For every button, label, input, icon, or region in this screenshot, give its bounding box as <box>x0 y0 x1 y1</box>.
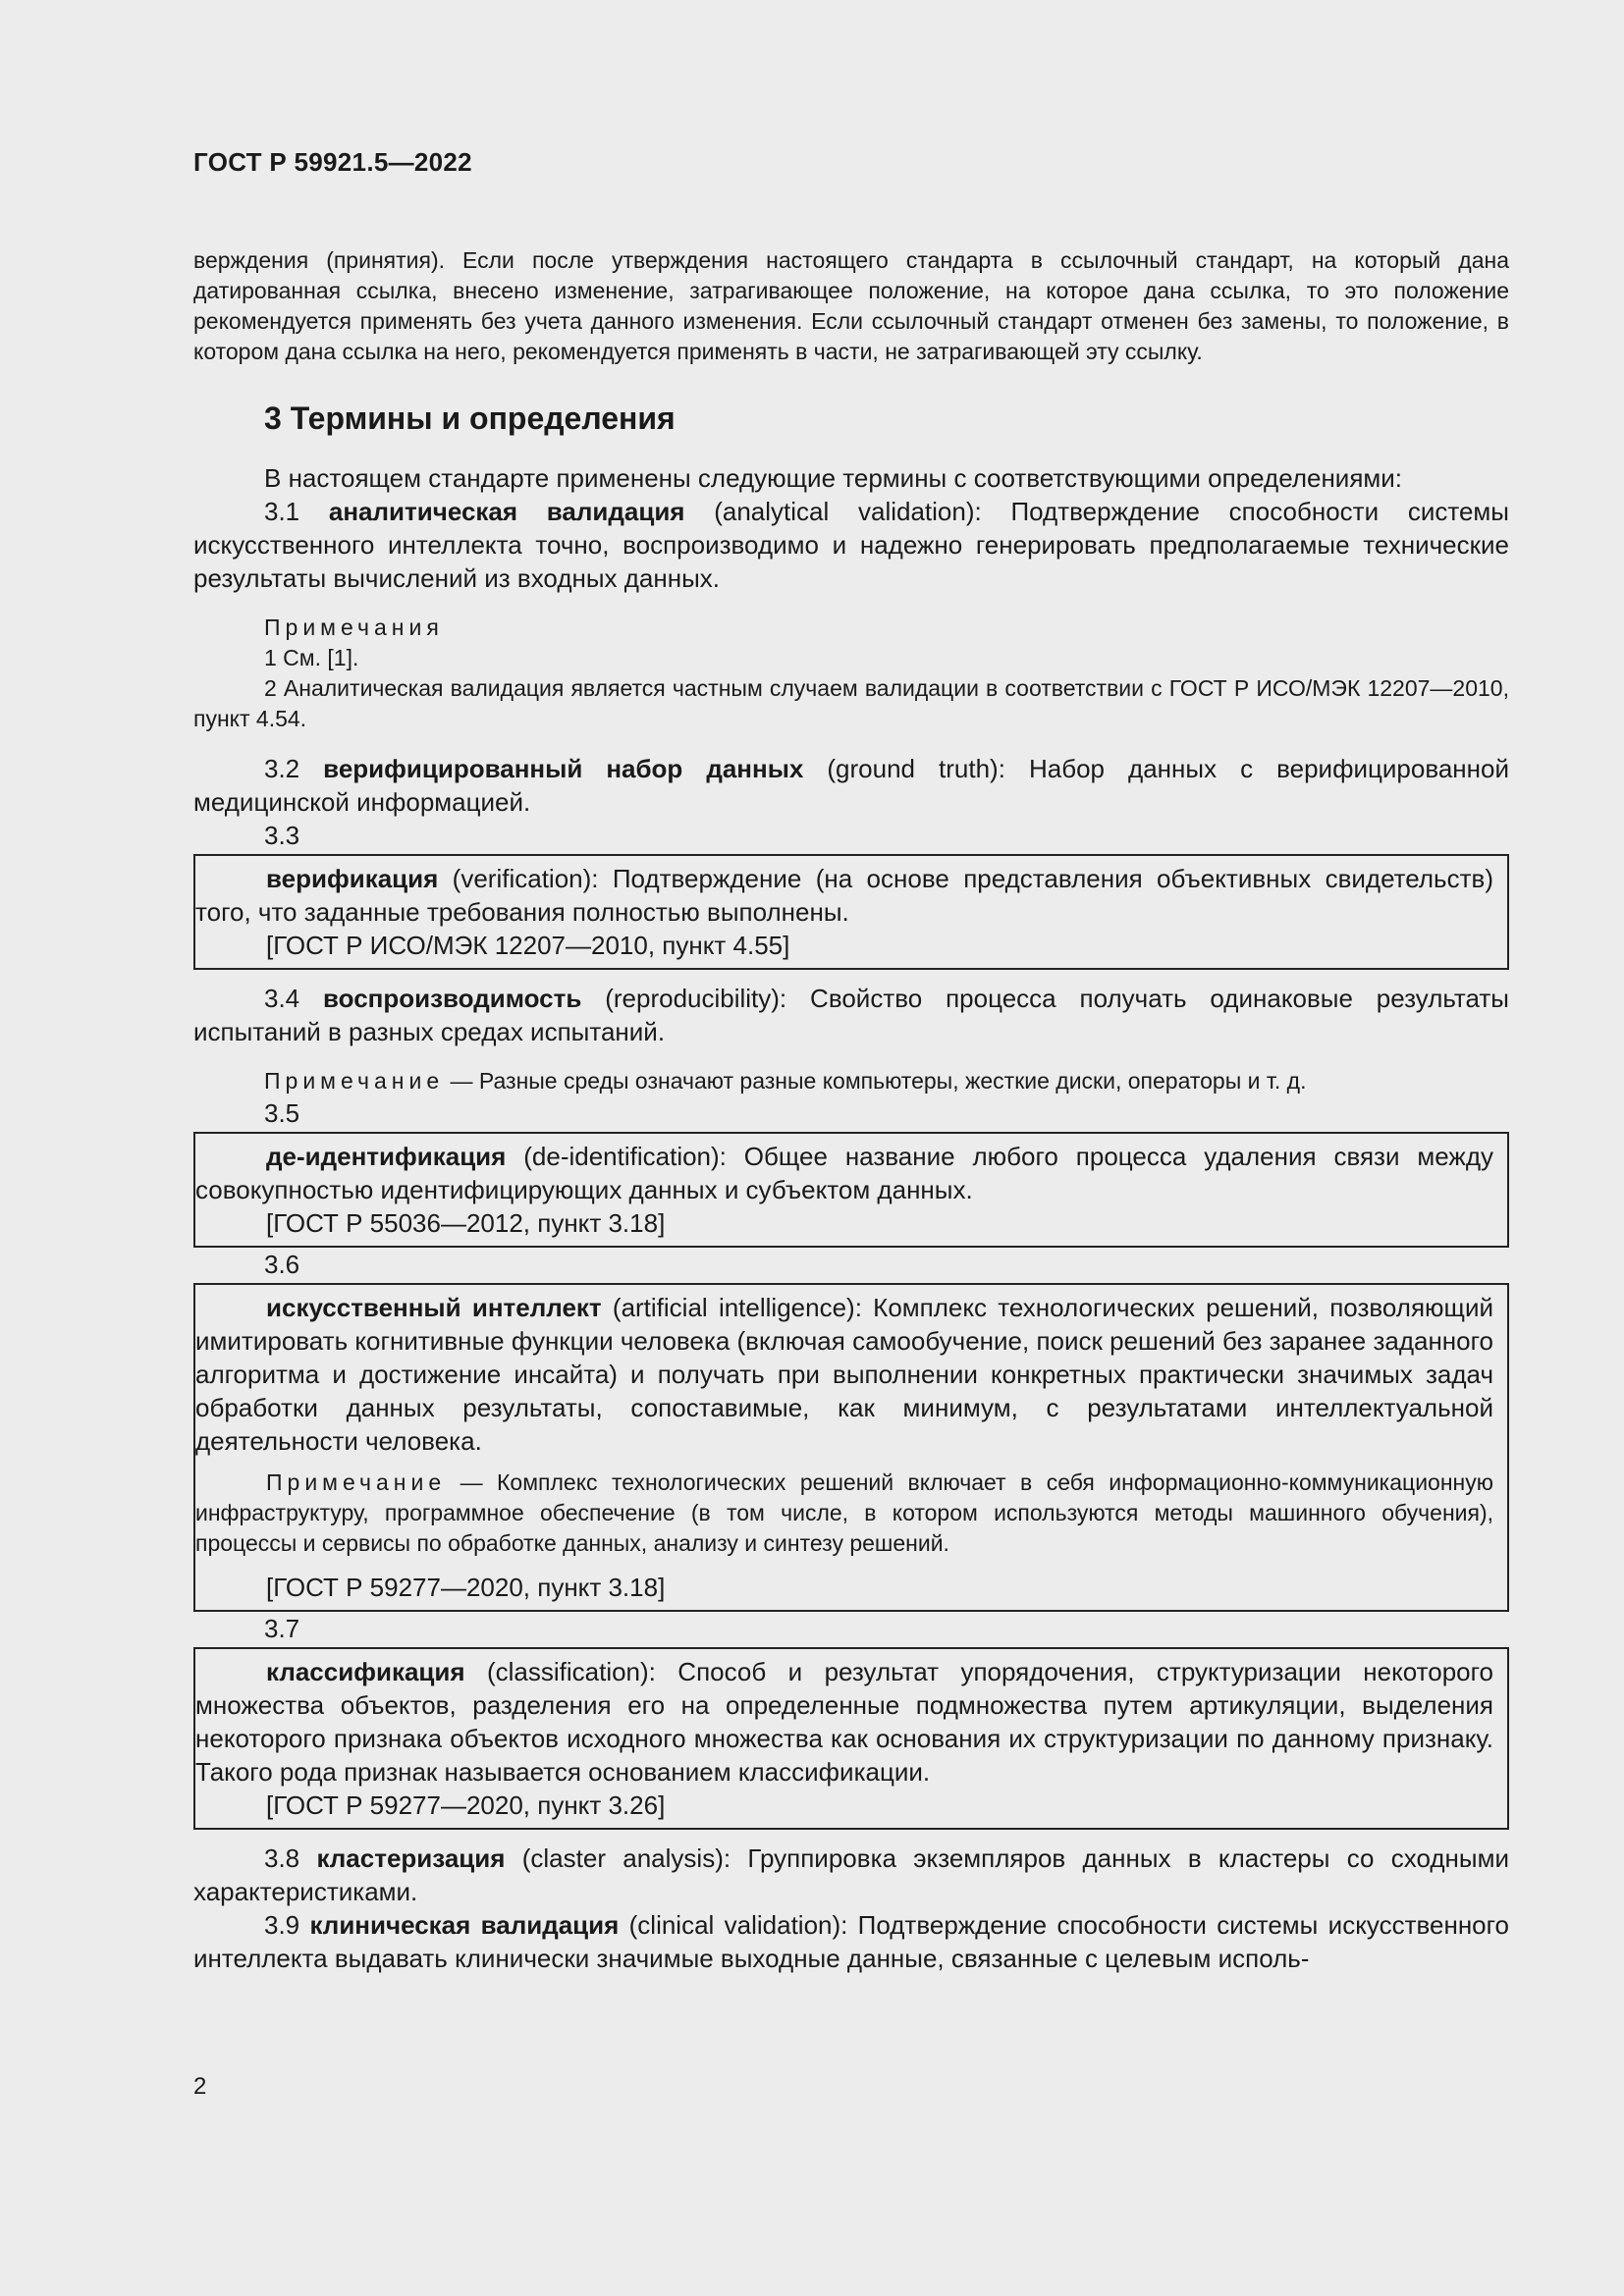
term-3-8 <box>193 1842 1509 1908</box>
term-name: верифицированный набор данных <box>323 754 804 783</box>
term-number: 3.9 <box>264 1910 310 1940</box>
section-lead: В настоящем стандарте применены следующие термины с соответствующими определениями: <box>264 463 1403 493</box>
note-text: — Разные среды означают разные компьютеры, жесткие диски, операторы и т. д. <box>444 1068 1307 1094</box>
page-number: 2 <box>193 2073 207 2100</box>
term-source: [ГОСТ Р 59277—2020, пункт 3.26] <box>266 1790 666 1820</box>
term-name: клиническая валидация <box>309 1910 620 1940</box>
note-2: 2 Аналитическая валидация является частным случаем валидации в соответствии с ГОСТ Р ИСО/МЭК 12207—2010, пункт 4.54. <box>193 675 1509 731</box>
term-box-3-6 <box>193 1283 1509 1612</box>
term-3-4 <box>193 982 1509 1048</box>
term-source: [ГОСТ Р 55036—2012, пункт 3.18] <box>266 1208 666 1238</box>
term-definition: (reproducibility): Свойство процесса получать одинаковые результаты испытаний в разных средах испытаний. <box>193 984 1509 1046</box>
term-3-9 <box>193 1908 1509 1975</box>
term-name: кластеризация <box>316 1843 506 1873</box>
term-3-3 <box>195 862 1493 929</box>
term-source: [ГОСТ Р 59277—2020, пункт 3.18] <box>266 1573 666 1602</box>
term-box-3-3 <box>193 854 1509 970</box>
term-definition: (classification): Способ и результат упорядочения, структуризации некоторого множества объектов, разделения его на определенные подмножества путем артикуляции, выделения некоторого признака объектов исходного множества как основания их структуризации по данному признаку. Такого рода признак называется основанием классификации. <box>195 1657 1493 1787</box>
term-definition: (verification): Подтверждение (на основе представления объективных свидетельств) того, что заданные требования полностью выполнены. <box>195 864 1493 927</box>
term-number-3-3: 3.3 <box>264 821 300 850</box>
term-definition: (ground truth): Набор данных с верифицированной медицинской информацией. <box>193 754 1509 817</box>
term-box-3-7 <box>193 1647 1509 1830</box>
term-definition: (artificial intelligence): Комплекс технологических решений, позволяющий имитировать когнитивные функции человека (включая самообучение, поиск решений без заранее заданного алгоритма и достижение инсайта) и получать при выполнении конкретных практически значимых задач обработки данных результаты, сопоставимые, как минимум, с результатами интеллектуальной деятельности человека. <box>195 1293 1493 1456</box>
term-name: де-идентификация <box>266 1142 507 1171</box>
term-number-3-7: 3.7 <box>264 1614 300 1643</box>
notes-block <box>193 613 1509 734</box>
note-3-6 <box>195 1468 1493 1559</box>
term-3-5 <box>195 1140 1493 1206</box>
term-name: аналитическая валидация <box>328 497 685 526</box>
term-definition: (analytical validation): Подтверждение способности системы искусственного интеллекта точно, воспроизводимо и надежно генерировать предполагаемые технические результаты вычислений из входных данных. <box>193 497 1509 593</box>
note-1: 1 См. [1]. <box>264 645 359 670</box>
term-definition: (clinical validation): Подтверждение способности системы искусственного интеллекта выдавать клинически значимые выходные данные, связанные с целевым исполь- <box>193 1910 1510 1973</box>
term-name: воспроизводимость <box>323 984 582 1013</box>
term-name: верификация <box>266 864 439 893</box>
section-title: 3 Термины и определения <box>264 400 676 436</box>
term-definition: (claster analysis): Группировка экземпляров данных в кластеры со сходными характеристиками. <box>193 1843 1509 1906</box>
term-3-7 <box>195 1655 1493 1789</box>
term-3-6 <box>195 1291 1493 1458</box>
term-number: 3.8 <box>264 1843 317 1873</box>
document-header: ГОСТ Р 59921.5—2022 <box>193 147 472 177</box>
notes-title: Примечания <box>264 614 444 640</box>
term-number-3-5: 3.5 <box>264 1098 300 1128</box>
section-body <box>193 461 1509 1975</box>
term-number-3-6: 3.6 <box>264 1250 300 1279</box>
note-3-4 <box>193 1066 1509 1096</box>
term-3-2 <box>193 752 1509 819</box>
term-number: 3.4 <box>264 984 324 1013</box>
term-source: [ГОСТ Р ИСО/МЭК 12207—2010, пункт 4.55] <box>266 931 790 960</box>
term-number: 3.1 <box>264 497 329 526</box>
note-label: Примечание <box>264 1068 445 1094</box>
term-definition: (de-identification): Общее название любого процесса удаления связи между совокупностью идентифицирующих данных и субъектом данных. <box>195 1142 1493 1204</box>
note-text: — Комплекс технологических решений включает в себя информационно-коммуникационную инфраструктуру, программное обеспечение (в том числе, в котором используются методы машинного обучения), процессы и сервисы по обработке данных, анализу и синтезу решений. <box>195 1469 1493 1556</box>
note-label: Примечание <box>266 1469 447 1495</box>
term-name: искусственный интеллект <box>266 1293 602 1322</box>
term-3-1 <box>193 495 1509 595</box>
term-box-3-5 <box>193 1132 1509 1248</box>
term-number: 3.2 <box>264 754 324 783</box>
term-name: классификация <box>266 1657 465 1686</box>
intro-paragraph: верждения (принятия). Если после утверждения настоящего стандарта в ссылочный стандарт, на который дана датированная ссылка, внесено изменение, затрагивающее положение, на которое дана ссылка, то это положение рекомендуется применять без учета данного изменения. Если ссылочный стандарт отменен без замены, то положение, в котором дана ссылка на него, рекомендуется применять в части, не затрагивающей эту ссылку. <box>193 247 1509 364</box>
